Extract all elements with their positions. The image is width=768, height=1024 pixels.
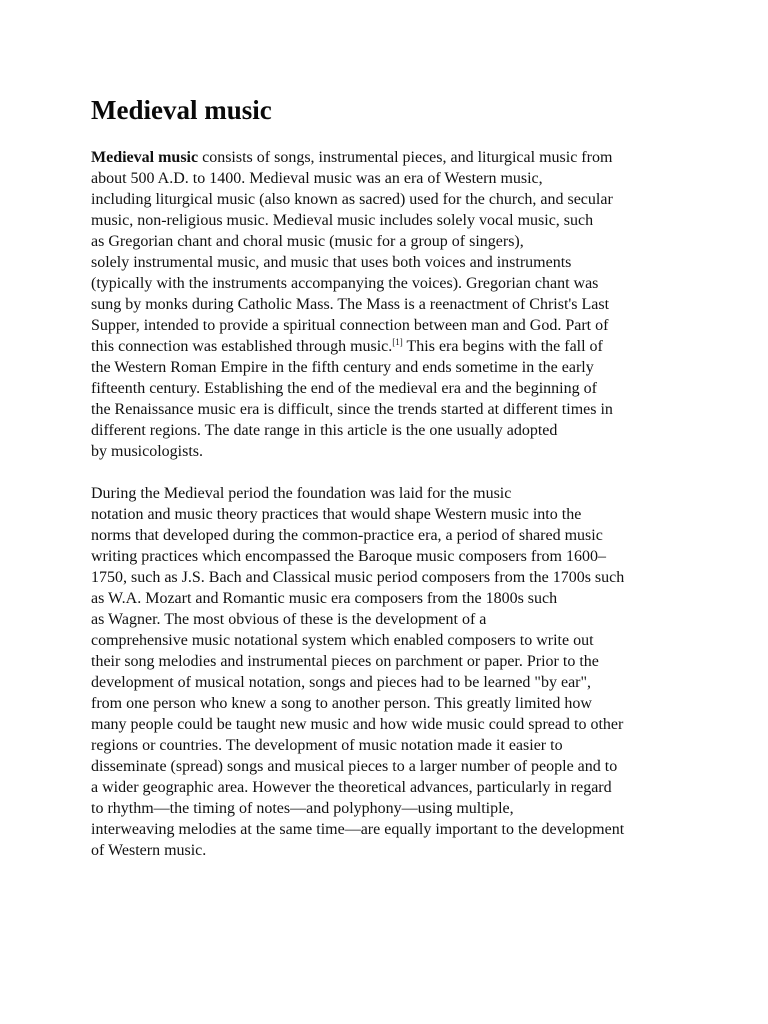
text-line: writing practices which encompassed the Baroque music composers from 1600– bbox=[91, 548, 606, 565]
text-line: fifteenth century. Establishing the end of the medieval era and the beginning of bbox=[91, 380, 597, 397]
article-title: Medieval music bbox=[91, 95, 272, 125]
text-line: comprehensive music notational system which enabled composers to write out bbox=[91, 632, 594, 649]
text-line: (typically with the instruments accompanying the voices). Gregorian chant was bbox=[91, 275, 599, 292]
text-line: Supper, intended to provide a spiritual connection between man and God. Part of bbox=[91, 317, 609, 334]
citation-link[interactable]: [1] bbox=[392, 337, 403, 347]
text-line: development of musical notation, songs and pieces had to be learned "by ear", bbox=[91, 674, 592, 691]
text-line: a wider geographic area. However the theoretical advances, particularly in regard bbox=[91, 779, 612, 796]
text-line: their song melodies and instrumental pieces on parchment or paper. Prior to the bbox=[91, 653, 599, 670]
text-line bbox=[91, 336, 681, 357]
text-fragment: consists of songs, instrumental pieces, and liturgical music from bbox=[198, 149, 613, 166]
text-line: music, non-religious music. Medieval music includes solely vocal music, such bbox=[91, 212, 594, 229]
text-line: interweaving melodies at the same time—are equally important to the development bbox=[91, 821, 625, 838]
text-line: notation and music theory practices that would shape Western music into the bbox=[91, 506, 582, 523]
text-line: as Wagner. The most obvious of these is the development of a bbox=[91, 611, 487, 628]
text-line bbox=[91, 147, 681, 168]
text-fragment: This era begins with the fall of bbox=[402, 338, 603, 355]
text-line: as Gregorian chant and choral music (music for a group of singers), bbox=[91, 233, 524, 250]
text-line: During the Medieval period the foundation was laid for the music bbox=[91, 485, 512, 502]
paragraph-notation bbox=[91, 483, 681, 861]
text-line: the Western Roman Empire in the fifth century and ends sometime in the early bbox=[91, 359, 594, 376]
text-line: sung by monks during Catholic Mass. The Mass is a reenactment of Christ's Last bbox=[91, 296, 610, 313]
text-line: many people could be taught new music and how wide music could spread to other bbox=[91, 716, 624, 733]
text-line: regions or countries. The development of music notation made it easier to bbox=[91, 737, 563, 754]
text-line: different regions. The date range in this article is the one usually adopted bbox=[91, 422, 558, 439]
text-line: about 500 A.D. to 1400. Medieval music was an era of Western music, bbox=[91, 170, 543, 187]
paragraph-intro bbox=[91, 147, 681, 462]
text-line: disseminate (spread) songs and musical pieces to a larger number of people and to bbox=[91, 758, 618, 775]
text-line: including liturgical music (also known as sacred) used for the church, and secular bbox=[91, 191, 613, 208]
text-line: 1750, such as J.S. Bach and Classical music period composers from the 1700s such bbox=[91, 569, 625, 586]
text-line: to rhythm—the timing of notes—and polyphony—using multiple, bbox=[91, 800, 514, 817]
article bbox=[91, 90, 681, 861]
text-line: from one person who knew a song to another person. This greatly limited how bbox=[91, 695, 592, 712]
text-fragment: this connection was established through music. bbox=[91, 338, 393, 355]
text-line: solely instrumental music, and music that uses both voices and instruments bbox=[91, 254, 572, 271]
text-line: as W.A. Mozart and Romantic music era composers from the 1800s such bbox=[91, 590, 558, 607]
text-line: the Renaissance music era is difficult, since the trends started at different times in bbox=[91, 401, 613, 418]
text-line: norms that developed during the common-practice era, a period of shared music bbox=[91, 527, 603, 544]
lead-term: Medieval music bbox=[91, 149, 199, 166]
text-line: of Western music. bbox=[91, 842, 207, 859]
text-line: by musicologists. bbox=[91, 443, 204, 460]
